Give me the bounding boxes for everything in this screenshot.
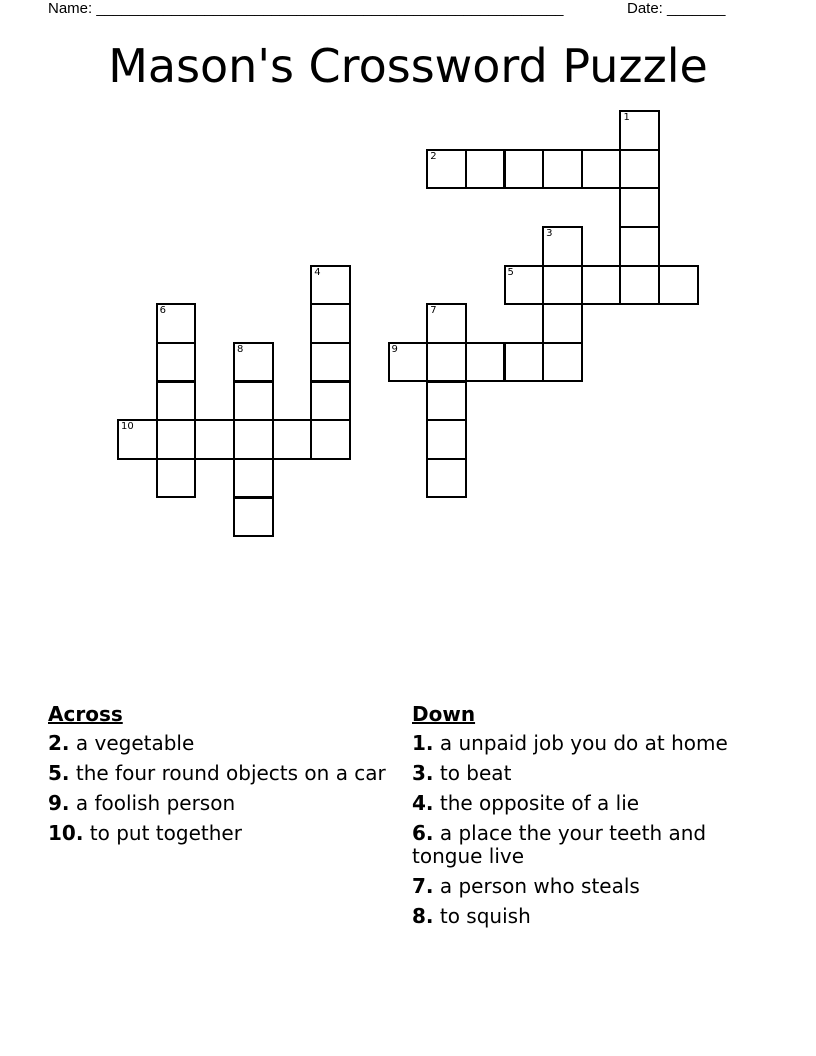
clue-number: 2.	[48, 731, 70, 755]
clue-number-label: 6	[159, 305, 167, 317]
clue-number: 5.	[48, 761, 70, 785]
grid-cell[interactable]	[156, 342, 197, 383]
grid-cell[interactable]	[272, 419, 313, 460]
clue-number-label: 5	[507, 266, 514, 278]
grid-cell[interactable]	[233, 381, 274, 422]
grid-cell[interactable]	[426, 303, 467, 344]
grid-cell[interactable]	[504, 342, 545, 383]
down-clues	[412, 703, 752, 935]
grid-cell[interactable]	[426, 458, 467, 499]
grid-cell[interactable]	[310, 381, 351, 422]
page-title: Mason's Crossword Puzzle	[108, 39, 708, 93]
clue-item	[48, 762, 388, 785]
grid-cell[interactable]	[542, 303, 583, 344]
clue-item	[412, 732, 752, 755]
clue-number: 8.	[412, 904, 434, 928]
clue-item	[48, 822, 388, 845]
grid-cell[interactable]	[504, 149, 545, 190]
clue-item	[412, 762, 752, 785]
clue-item	[48, 792, 388, 815]
clue-number-label: 9	[391, 343, 398, 355]
clue-text: a person who steals	[439, 874, 640, 898]
clue-number: 3.	[412, 761, 434, 785]
clue-number: 10.	[48, 821, 84, 845]
clue-item	[48, 732, 388, 755]
grid-cell[interactable]	[426, 419, 467, 460]
grid-cell[interactable]	[156, 458, 197, 499]
clue-number: 4.	[412, 791, 434, 815]
clue-number-label: 2	[430, 150, 437, 162]
clue-number: 1.	[412, 731, 434, 755]
grid-cell[interactable]	[233, 342, 274, 383]
grid-cell[interactable]	[233, 458, 274, 499]
across-heading: Across	[48, 702, 123, 726]
name-field[interactable]: Name: ________________________________________________________	[48, 0, 564, 17]
clue-text: the four round objects on a car	[75, 761, 386, 785]
grid-cell[interactable]	[542, 226, 583, 267]
clue-number-label: 1	[623, 112, 630, 123]
grid-cell[interactable]	[581, 149, 622, 190]
grid-cell[interactable]	[504, 265, 545, 306]
grid-cell[interactable]	[426, 149, 467, 190]
grid-cell[interactable]	[233, 497, 274, 538]
date-field[interactable]: Date: _______	[627, 0, 726, 17]
across-clues	[48, 703, 388, 852]
clue-text: a unpaid job you do at home	[439, 731, 728, 755]
clue-item	[412, 905, 752, 928]
grid-cell[interactable]	[310, 265, 351, 306]
grid-cell[interactable]	[310, 419, 351, 460]
grid-cell[interactable]	[619, 149, 660, 190]
clue-number: 7.	[412, 874, 434, 898]
clue-text: a place the your teeth and tongue live	[412, 821, 707, 868]
grid-cell[interactable]	[619, 226, 660, 267]
grid-cell[interactable]	[388, 342, 429, 383]
clue-number-label: 3	[546, 227, 553, 239]
clue-text: to put together	[89, 821, 242, 845]
grid-cell[interactable]	[542, 265, 583, 306]
grid-cell[interactable]	[233, 419, 274, 460]
grid-cell[interactable]	[542, 149, 583, 190]
clue-text: a vegetable	[75, 731, 195, 755]
grid-cell[interactable]	[619, 187, 660, 228]
clue-item	[412, 875, 752, 898]
grid-cell[interactable]	[310, 342, 351, 383]
clue-number: 6.	[412, 821, 434, 845]
grid-cell[interactable]	[619, 110, 660, 151]
grid-cell[interactable]	[426, 381, 467, 422]
clue-text: to beat	[439, 761, 512, 785]
grid-cell[interactable]	[542, 342, 583, 383]
clue-text: to squish	[439, 904, 531, 928]
grid-cell[interactable]	[156, 303, 197, 344]
grid-cell[interactable]	[581, 265, 622, 306]
clue-text: the opposite of a lie	[439, 791, 640, 815]
grid-cell[interactable]	[117, 419, 158, 460]
clue-number-label: 4	[314, 266, 321, 278]
down-heading: Down	[412, 702, 476, 726]
grid-cell[interactable]	[426, 342, 467, 383]
clue-number-label: 7	[430, 305, 437, 317]
clue-item	[412, 792, 752, 815]
grid-cell[interactable]	[619, 265, 660, 306]
clue-text: a foolish person	[75, 791, 236, 815]
grid-cell[interactable]	[465, 342, 506, 383]
clue-number-label: 10	[121, 421, 134, 433]
grid-cell[interactable]	[156, 381, 197, 422]
clue-number-label: 8	[236, 343, 244, 355]
clue-number: 9.	[48, 791, 70, 815]
grid-cell[interactable]	[156, 419, 197, 460]
grid-cell[interactable]	[194, 419, 235, 460]
clue-item	[412, 822, 752, 868]
grid-cell[interactable]	[465, 149, 506, 190]
grid-cell[interactable]	[310, 303, 351, 344]
grid-cell[interactable]	[658, 265, 699, 306]
